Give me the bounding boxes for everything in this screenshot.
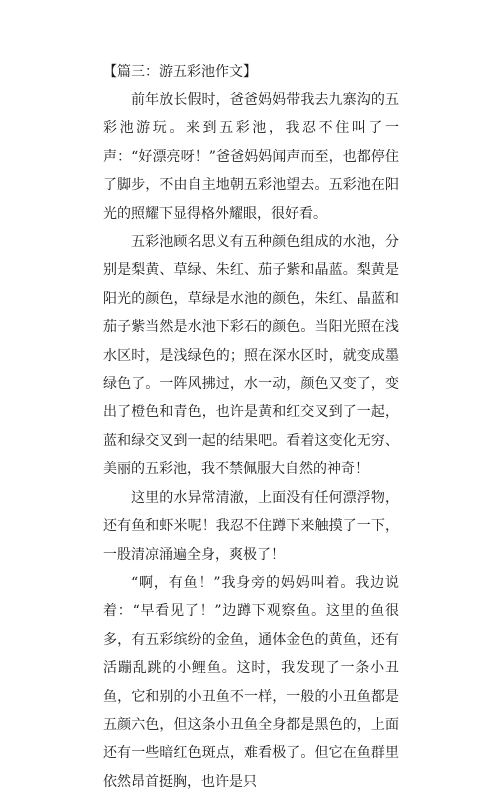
document-heading: 【篇三：游五彩池作文】: [103, 64, 257, 80]
paragraph: 五彩池顾名思义有五种颜色组成的水池，分别是梨黄、草绿、朱红、茄子紫和晶蓝。梨黄是阳光的颜色，草绿是水池的颜色，朱红、晶蓝和茄子紫当然是水池下彩石的颜色。当阳光照在浅水区时，是浅绿色的；照在深水区时，就变成墨绿色了。一阵风拂过，水一动，颜色又变了，变出了橙色和青色，也许是黄和红交叉到了一起，蓝和绿交叉到一起的结果吧。看着这变化无穷、美丽的五彩池，我不禁佩服大自然的神奇！: [103, 234, 399, 478]
paragraph: 这里的水异常清澈，上面没有任何漂浮物，还有鱼和虾米呢！我忍不住蹲下来触摸了一下，一股清凉涌遍全身，爽极了！: [103, 489, 399, 563]
document-page: [103, 58, 399, 796]
paragraph: “啊，有鱼！”我身旁的妈妈叫着。我边说着：“早看见了！”边蹲下观察鱼。这里的鱼很多，有五彩缤纷的金鱼，通体金色的黄鱼，还有活蹦乱跳的小鲤鱼。这时，我发现了一条小丑鱼，它和别的小丑鱼不一样，一般的小丑鱼都是五颜六色，但这条小丑鱼全身都是黑色的，上面还有一些暗红色斑点，难看极了。但它在鱼群里依然昂首挺胸，也许是只: [103, 574, 399, 790]
paragraph: 前年放长假时，爸爸妈妈带我去九寨沟的五彩池游玩。来到五彩池，我忍不住叫了一声：“好漂亮呀！”爸爸妈妈闻声而至，也都停住了脚步，不由自主地朝五彩池望去。五彩池在阳光的照耀下显得格外耀眼，很好看。: [103, 92, 399, 222]
